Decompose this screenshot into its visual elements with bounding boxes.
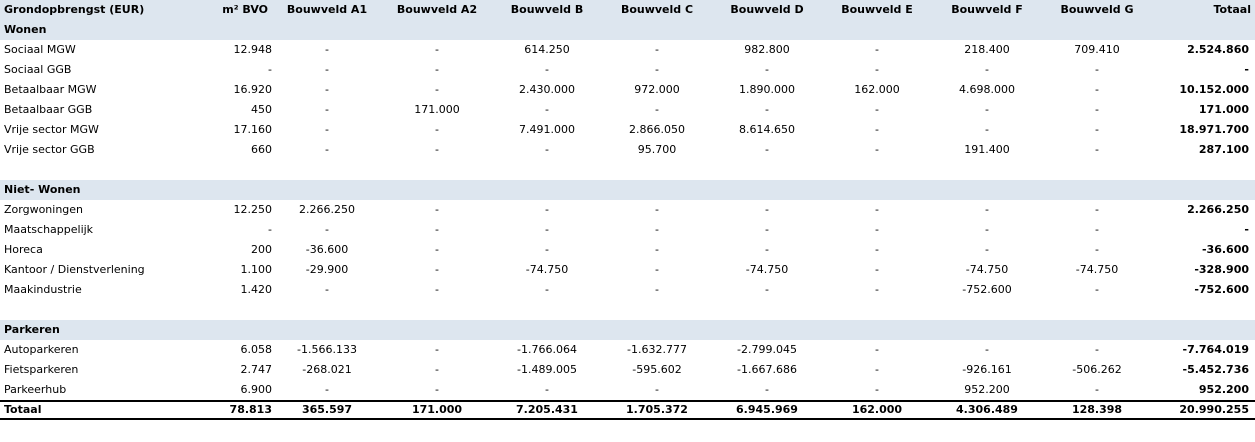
row-cell: 709.410 xyxy=(1074,43,1120,56)
row-cell: - xyxy=(985,243,989,256)
row-cell: 952.200 xyxy=(964,383,1010,396)
row-label: Zorgwoningen xyxy=(4,203,84,216)
row-cell: 1.890.000 xyxy=(739,83,795,96)
row-cell: -595.602 xyxy=(632,363,682,376)
row-cell: - xyxy=(655,383,659,396)
table-row xyxy=(0,80,1255,100)
row-cell: - xyxy=(655,263,659,276)
spacer-row xyxy=(0,300,1255,320)
row-bvo: 1.420 xyxy=(240,283,272,296)
table-row xyxy=(0,360,1255,380)
row-cell: - xyxy=(875,143,879,156)
row-cell: - xyxy=(985,63,989,76)
row-cell: - xyxy=(765,103,769,116)
row-cell: - xyxy=(655,43,659,56)
row-cell: -74.750 xyxy=(745,263,789,276)
row-cell: -752.600 xyxy=(962,283,1012,296)
row-cell: - xyxy=(875,383,879,396)
row-cell: -1.489.005 xyxy=(517,363,577,376)
row-cell: - xyxy=(1095,143,1099,156)
row-cell: - xyxy=(875,203,879,216)
row-cell: -74.750 xyxy=(525,263,569,276)
row-cell: - xyxy=(325,223,329,236)
row-bvo: 17.160 xyxy=(233,123,272,136)
row-cell: -1.667.686 xyxy=(737,363,797,376)
row-bvo: 200 xyxy=(251,243,272,256)
section-header-row xyxy=(0,180,1255,200)
row-label: Maatschappelijk xyxy=(4,223,94,236)
table-row xyxy=(0,280,1255,300)
row-cell: -74.750 xyxy=(965,263,1009,276)
row-cell: 614.250 xyxy=(524,43,570,56)
row-cell: - xyxy=(1095,203,1099,216)
header-col-a1: Bouwveld A1 xyxy=(272,0,382,20)
header-title: Grondopbrengst (EUR) xyxy=(0,0,165,20)
row-bvo: - xyxy=(268,223,272,236)
row-label: Betaalbaar GGB xyxy=(4,103,93,116)
row-cell: - xyxy=(655,63,659,76)
row-total: -752.600 xyxy=(1194,283,1249,296)
row-cell: - xyxy=(765,223,769,236)
row-total: 287.100 xyxy=(1198,143,1249,156)
row-cell: 972.000 xyxy=(634,83,680,96)
header-col-b: Bouwveld B xyxy=(492,0,602,20)
row-cell: - xyxy=(765,243,769,256)
row-cell: - xyxy=(985,123,989,136)
row-cell: -1.766.064 xyxy=(517,343,577,356)
footer-cell: 4.306.489 xyxy=(932,401,1042,419)
section-title: Parkeren xyxy=(0,320,1255,340)
row-label: Parkeerhub xyxy=(4,383,67,396)
row-bvo: 2.747 xyxy=(240,363,272,376)
row-cell: - xyxy=(325,63,329,76)
footer-cell: 6.945.969 xyxy=(712,401,822,419)
row-label: Kantoor / Dienstverlening xyxy=(4,263,145,276)
row-cell: - xyxy=(1095,243,1099,256)
row-cell: - xyxy=(875,123,879,136)
table-row xyxy=(0,200,1255,220)
row-cell: - xyxy=(655,103,659,116)
row-cell: 8.614.650 xyxy=(739,123,795,136)
row-cell: 162.000 xyxy=(854,83,900,96)
row-cell: - xyxy=(985,203,989,216)
footer-cell: 7.205.431 xyxy=(492,401,602,419)
footer-cell: 365.597 xyxy=(272,401,382,419)
section-title: Niet- Wonen xyxy=(0,180,1255,200)
table-row xyxy=(0,60,1255,80)
row-cell: - xyxy=(765,63,769,76)
row-cell: - xyxy=(435,143,439,156)
row-cell: -2.799.045 xyxy=(737,343,797,356)
row-cell: -36.600 xyxy=(305,243,349,256)
row-cell: - xyxy=(545,63,549,76)
row-label: Sociaal GGB xyxy=(4,63,72,76)
row-cell: -29.900 xyxy=(305,263,349,276)
row-cell: -926.161 xyxy=(962,363,1012,376)
table-row xyxy=(0,120,1255,140)
row-cell: - xyxy=(875,43,879,56)
row-cell: 2.266.250 xyxy=(299,203,355,216)
table-row xyxy=(0,340,1255,360)
footer-cell: 171.000 xyxy=(382,401,492,419)
row-cell: - xyxy=(435,63,439,76)
row-cell: -268.021 xyxy=(302,363,352,376)
header-row xyxy=(0,0,1255,20)
row-cell: - xyxy=(655,203,659,216)
footer-cell: 162.000 xyxy=(822,401,932,419)
row-cell: - xyxy=(1095,343,1099,356)
row-bvo: 6.058 xyxy=(240,343,272,356)
row-cell: - xyxy=(985,223,989,236)
row-cell: - xyxy=(435,343,439,356)
row-total: 171.000 xyxy=(1198,103,1249,116)
table-row xyxy=(0,240,1255,260)
row-cell: - xyxy=(765,383,769,396)
row-label: Maakindustrie xyxy=(4,283,82,296)
row-bvo: 16.920 xyxy=(233,83,272,96)
row-total: 952.200 xyxy=(1198,383,1249,396)
row-bvo: 12.948 xyxy=(233,43,272,56)
header-col-g: Bouwveld G xyxy=(1042,0,1152,20)
header-col-d: Bouwveld D xyxy=(712,0,822,20)
header-col-c: Bouwveld C xyxy=(602,0,712,20)
section-header-row xyxy=(0,20,1255,40)
row-label: Fietsparkeren xyxy=(4,363,79,376)
row-cell: - xyxy=(435,283,439,296)
row-total: 18.971.700 xyxy=(1179,123,1249,136)
row-cell: 191.400 xyxy=(964,143,1010,156)
row-cell: - xyxy=(545,223,549,236)
row-cell: - xyxy=(325,43,329,56)
row-cell: - xyxy=(765,283,769,296)
row-label: Autoparkeren xyxy=(4,343,79,356)
row-cell: - xyxy=(875,283,879,296)
row-cell: - xyxy=(435,263,439,276)
header-col-e: Bouwveld E xyxy=(822,0,932,20)
row-cell: - xyxy=(765,143,769,156)
header-col-f: Bouwveld F xyxy=(932,0,1042,20)
spacer-cell xyxy=(0,160,1255,180)
row-cell: - xyxy=(435,383,439,396)
row-cell: - xyxy=(875,63,879,76)
row-cell: - xyxy=(985,343,989,356)
table-row xyxy=(0,40,1255,60)
row-label: Horeca xyxy=(4,243,43,256)
row-cell: 2.430.000 xyxy=(519,83,575,96)
row-cell: - xyxy=(655,283,659,296)
section-title: Wonen xyxy=(0,20,1255,40)
row-cell: -1.632.777 xyxy=(627,343,687,356)
row-cell: - xyxy=(1095,63,1099,76)
row-cell: - xyxy=(875,343,879,356)
spacer-row xyxy=(0,160,1255,180)
table-row xyxy=(0,140,1255,160)
footer-total: 20.990.255 xyxy=(1152,401,1255,419)
row-cell: - xyxy=(1095,103,1099,116)
footer-cell: 128.398 xyxy=(1042,401,1152,419)
row-cell: - xyxy=(985,103,989,116)
row-cell: - xyxy=(435,123,439,136)
table-row xyxy=(0,260,1255,280)
footer-row xyxy=(0,401,1255,419)
row-label: Sociaal MGW xyxy=(4,43,76,56)
row-cell: 4.698.000 xyxy=(959,83,1015,96)
row-cell: -74.750 xyxy=(1075,263,1119,276)
row-total: - xyxy=(1244,63,1249,76)
row-cell: - xyxy=(435,223,439,236)
row-cell: -506.262 xyxy=(1072,363,1122,376)
row-cell: - xyxy=(325,123,329,136)
row-cell: - xyxy=(545,383,549,396)
footer-label: Totaal xyxy=(0,401,165,419)
row-cell: 2.866.050 xyxy=(629,123,685,136)
row-cell: - xyxy=(435,43,439,56)
row-total: 2.524.860 xyxy=(1187,43,1249,56)
header-total: Totaal xyxy=(1152,0,1255,20)
header-col-a2: Bouwveld A2 xyxy=(382,0,492,20)
table-row xyxy=(0,380,1255,401)
row-cell: - xyxy=(1095,83,1099,96)
row-cell: 218.400 xyxy=(964,43,1010,56)
row-cell: - xyxy=(1095,223,1099,236)
row-cell: - xyxy=(875,363,879,376)
row-cell: - xyxy=(545,143,549,156)
row-cell: - xyxy=(325,383,329,396)
row-cell: - xyxy=(325,83,329,96)
row-cell: - xyxy=(325,143,329,156)
row-total: - xyxy=(1244,223,1249,236)
row-cell: -1.566.133 xyxy=(297,343,357,356)
row-cell: - xyxy=(655,243,659,256)
row-cell: - xyxy=(325,103,329,116)
section-header-row xyxy=(0,320,1255,340)
row-cell: - xyxy=(435,243,439,256)
row-cell: - xyxy=(875,223,879,236)
row-total: -7.764.019 xyxy=(1182,343,1249,356)
row-cell: - xyxy=(435,363,439,376)
row-bvo: 6.900 xyxy=(240,383,272,396)
row-total: -36.600 xyxy=(1201,243,1249,256)
header-bvo: m² BVO xyxy=(165,0,272,20)
row-total: 2.266.250 xyxy=(1187,203,1249,216)
row-bvo: 12.250 xyxy=(233,203,272,216)
row-cell: - xyxy=(325,283,329,296)
row-cell: - xyxy=(875,103,879,116)
row-bvo: - xyxy=(268,63,272,76)
row-cell: - xyxy=(545,203,549,216)
footer-cell: 1.705.372 xyxy=(602,401,712,419)
row-bvo: 450 xyxy=(251,103,272,116)
table-row xyxy=(0,220,1255,240)
row-total: 10.152.000 xyxy=(1179,83,1249,96)
row-cell: - xyxy=(545,283,549,296)
row-cell: - xyxy=(875,263,879,276)
footer-bvo: 78.813 xyxy=(165,401,272,419)
row-label: Vrije sector MGW xyxy=(4,123,99,136)
row-cell: - xyxy=(545,243,549,256)
row-label: Betaalbaar MGW xyxy=(4,83,97,96)
row-cell: 171.000 xyxy=(414,103,460,116)
row-cell: - xyxy=(435,203,439,216)
row-cell: 95.700 xyxy=(637,143,677,156)
row-bvo: 660 xyxy=(251,143,272,156)
row-cell: - xyxy=(1095,383,1099,396)
row-cell: 982.800 xyxy=(744,43,790,56)
row-cell: - xyxy=(1095,123,1099,136)
row-cell: - xyxy=(545,103,549,116)
table-row xyxy=(0,100,1255,120)
row-cell: - xyxy=(655,223,659,236)
row-cell: - xyxy=(1095,283,1099,296)
row-cell: - xyxy=(435,83,439,96)
row-total: -5.452.736 xyxy=(1182,363,1249,376)
spacer-cell xyxy=(0,300,1255,320)
table-body xyxy=(0,20,1255,401)
row-label: Vrije sector GGB xyxy=(4,143,95,156)
row-bvo: 1.100 xyxy=(240,263,272,276)
row-cell: - xyxy=(765,203,769,216)
row-cell: 7.491.000 xyxy=(519,123,575,136)
row-total: -328.900 xyxy=(1194,263,1249,276)
row-cell: - xyxy=(875,243,879,256)
